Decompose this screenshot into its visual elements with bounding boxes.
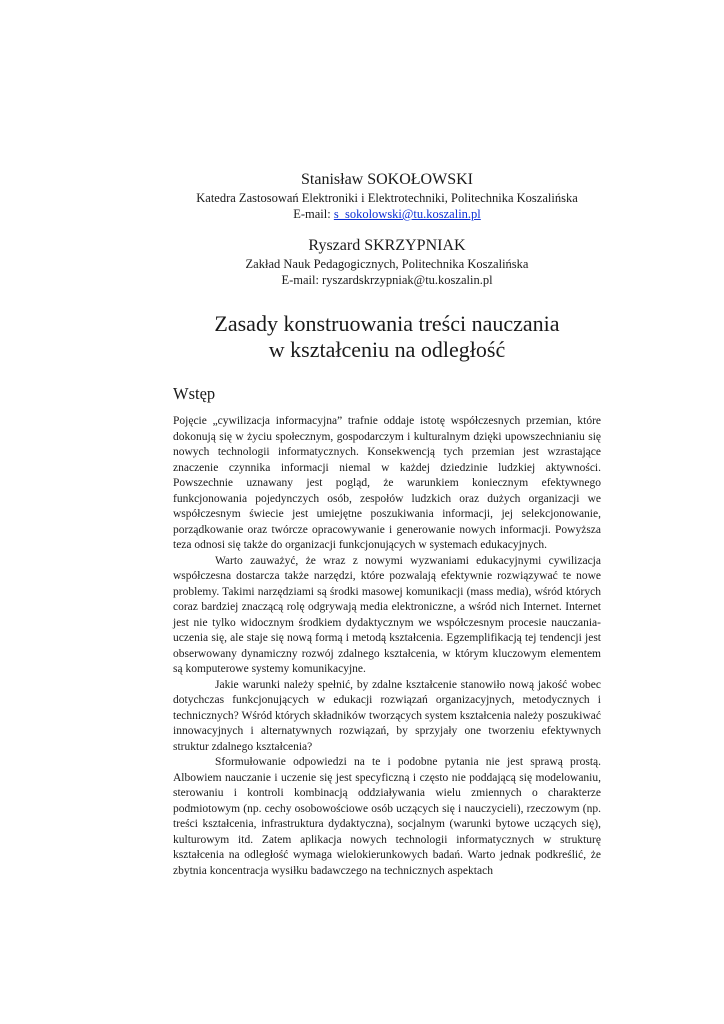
- author-block-2: [173, 236, 601, 288]
- paragraph: Warto zauważyć, że wraz z nowymi wyzwaniami edukacyjnymi cywilizacja współczesna dostarcza także narzędzi, które pozwalają efektywnie rozwiązywać te nowe problemy. Takimi narzędziami są środki masowej komunikacji (mass media), wśród których coraz bardziej znaczącą rolę odgrywają media elektroniczne, a wśród nich Internet. Internet jest nie tylko widocznym środkiem dydaktycznym we współczesnym procesie nauczania-uczenia się, ale staje się nową formą i metodą kształcenia. Egzemplifikacją tej tendencji jest obserwowany dynamiczny rozwój zdalnego kształcenia, w którym kluczowym elementem są komputerowe systemy komunikacyjne.: [173, 554, 601, 675]
- paragraph: Pojęcie „cywilizacja informacyjna” trafnie oddaje istotę współczesnych przemian, które dokonują się w życiu społecznym, gospodarczym i kulturalnym dzięki upowszechnianiu się nowych technologii informatycznych. Konsekwencją tych przemian jest wzrastające znaczenie czynnika informacji niemal w każdej dziedzinie ludzkiej aktywności. Powszechnie uznawany jest pogląd, że warunkiem koniecznym efektywnego funkcjonowania pojedynczych osób, zespołów ludzkich oraz dużych organizacji we współczesnym świecie jest umiejętne poszukiwania informacji, jej selekcjonowanie, porządkowanie oraz twórcze opracowywanie i generowanie nowych informacji. Powyższa teza odnosi się także do organizacji funkcjonujących w systemach edukacyjnych.: [173, 415, 601, 551]
- section-heading: Wstęp: [173, 384, 216, 403]
- paragraph: Jakie warunki należy spełnić, by zdalne kształcenie stanowiło nową jakość wobec dotychczas funkcjonujących w edukacji rozwiązań organizacyjnych, metodycznych i technicznych? Wśród których składników tworzących system kształcenia należy poszukiwać innowacyjnych i alternatywnych rozwiązań, by sprzyjały one tworzeniu efektywnych struktur zdalnego kształcenia?: [173, 678, 601, 753]
- author-email-line: [173, 206, 601, 222]
- paper-title: [173, 311, 601, 363]
- document-page: [173, 170, 601, 879]
- author-name: Stanisław SOKOŁOWSKI: [301, 171, 473, 188]
- author-affiliation: Katedra Zastosowań Elektroniki i Elektrotechniki, Politechnika Koszalińska: [196, 191, 578, 205]
- email-label: E-mail:: [293, 207, 334, 221]
- author-affiliation: Zakład Nauk Pedagogicznych, Politechnika Koszalińska: [245, 257, 529, 271]
- author-block-1: [173, 170, 601, 222]
- email-link[interactable]: s_sokolowski@tu.koszalin.pl: [333, 207, 481, 221]
- author-email-line: E-mail: ryszardskrzypniak@tu.koszalin.pl: [281, 273, 493, 287]
- title-line: Zasady konstruowania treści nauczania: [214, 311, 560, 336]
- title-line: w kształceniu na odległość: [268, 337, 506, 362]
- paragraph: Sformułowanie odpowiedzi na te i podobne pytania nie jest sprawą prostą. Albowiem nauczanie i uczenie się jest specyficzną i często nie poddającą się modelowaniu, sterowaniu i kontroli kombinacją oddziaływania wielu zmiennych o charakterze podmiotowym (np. cechy osobowościowe osób uczących się i nauczycieli), rzeczowym (np. treści kształcenia, infrastruktura dydaktyczna), socjalnym (warunki bytowe uczących się), kulturowym itd. Zatem aplikacja nowych technologii informatycznych w strukturę kształcenia na odległość wymaga wielokierunkowych badań. Warto jednak podkreślić, że zbytnia koncentracja wysiłku badawczego na technicznych aspektach: [173, 756, 601, 877]
- author-name: Ryszard SKRZYPNIAK: [308, 237, 466, 254]
